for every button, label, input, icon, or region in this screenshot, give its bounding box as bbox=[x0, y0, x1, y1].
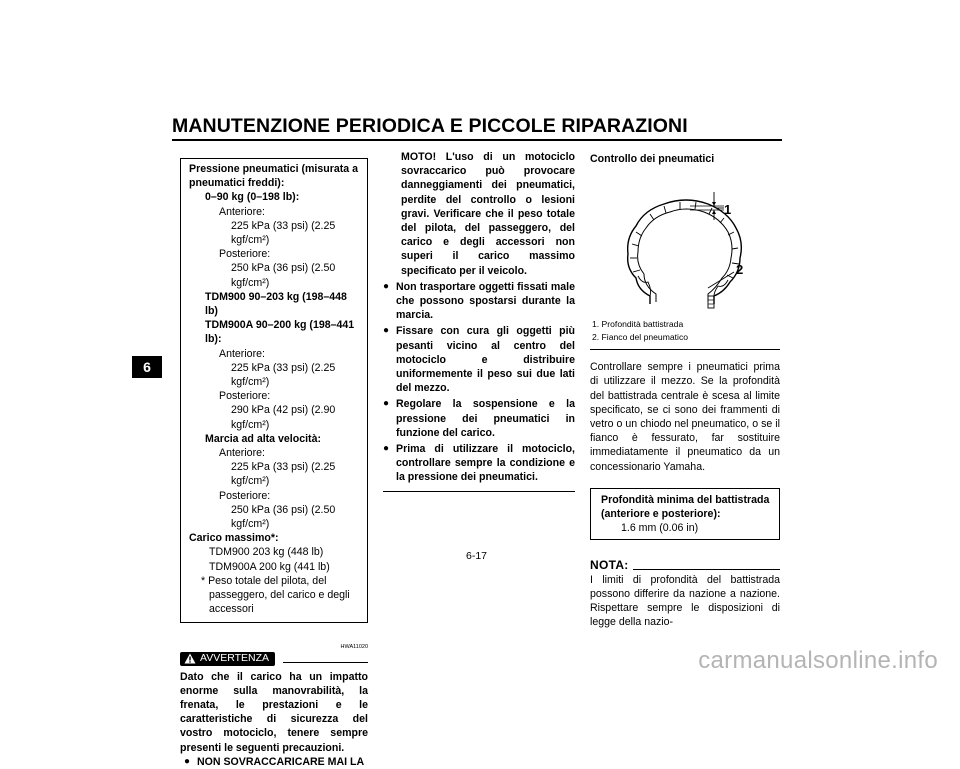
rear-label: Posteriore: bbox=[219, 390, 271, 403]
page-header bbox=[172, 115, 782, 141]
caption-1: 1. Profondità battistrada bbox=[592, 319, 684, 330]
note-text: I limiti di profondità del battistrada possono differire da nazione a nazione. Rispettare sempre le disposizioni di legge della nazio- bbox=[590, 573, 780, 629]
bullet-dot-icon: ● bbox=[383, 443, 390, 455]
min-tread-title: Profondità minima del battistrada (anteriore e posteriore): bbox=[601, 493, 770, 521]
note-rule bbox=[633, 569, 780, 570]
warning-bullet-4 bbox=[383, 397, 575, 440]
rear-label: Posteriore: bbox=[219, 489, 271, 502]
range2-front-value: 225 kPa (33 psi) (2.25 kgf/cm²) bbox=[231, 361, 336, 389]
bullet-2-text: Non trasportare oggetti fissati male che possono spostarsi durante la marcia. bbox=[396, 280, 575, 322]
page-title: MANUTENZIONE PERIODICA E PICCOLE RIPARAZIONI bbox=[172, 115, 688, 137]
rear-label: Posteriore: bbox=[219, 248, 271, 261]
column-left bbox=[180, 158, 368, 769]
column-middle bbox=[383, 150, 575, 492]
range1-label: 0–90 kg (0–198 lb): bbox=[205, 191, 300, 204]
range1-rear-value: 250 kPa (36 psi) (2.50 kgf/cm²) bbox=[231, 262, 336, 289]
caption-2: 2. Fianco del pneumatico bbox=[592, 332, 689, 343]
pressure-spec-box bbox=[180, 158, 368, 623]
warning-triangle-icon bbox=[184, 653, 196, 664]
tire-check-title: Controllo dei pneumatici bbox=[590, 153, 715, 165]
warning-bullet-5 bbox=[383, 442, 575, 485]
callout-2: 2 bbox=[736, 262, 744, 278]
warning-bullet-2 bbox=[383, 280, 575, 323]
range2-rear-value: 290 kPa (42 psi) (2.90 kgf/cm²) bbox=[231, 404, 336, 431]
warning-rule bbox=[283, 662, 368, 663]
high-speed-label: Marcia ad alta velocità: bbox=[205, 432, 321, 445]
page-number: 6-17 bbox=[466, 550, 488, 562]
min-tread-box bbox=[590, 488, 780, 541]
front-label: Anteriore: bbox=[219, 205, 265, 218]
bullet-1-text: NON SOVRACCARICARE MAI LA bbox=[197, 755, 365, 768]
front-label: Anteriore: bbox=[219, 447, 265, 460]
tire-figure bbox=[590, 172, 780, 316]
warning-bullet-3 bbox=[383, 324, 575, 395]
tire-check-body: Controllare sempre i pneumatici prima di utilizzare il mezzo. Se la profondità del battistrada centrale è scesa al limite specificato, se ci sono dei frammenti di vetro o un chiodo nel pneumatico, o se il fianco è fessurato, far sostituire immediatamente il pneumatico da un concessionario Yamaha. bbox=[590, 361, 780, 473]
warning-block bbox=[180, 643, 368, 769]
range2b-label: TDM900A 90–200 kg (198–441 lb): bbox=[205, 319, 355, 346]
bullet-dot-icon: ● bbox=[383, 280, 390, 292]
range1-front-value: 225 kPa (33 psi) (2.25 kgf/cm²) bbox=[231, 219, 336, 247]
warning-label: AVVERTENZA bbox=[200, 652, 270, 665]
bullet-1-continuation: MOTO! L'uso di un motociclo sovraccarico può provocare danneggiamenti dei pneumatici, perdite del controllo o lesioni gravi. Verificare che il peso totale del pilota, del passeggero, del carico e degli accessori non superi il carico massimo specificato per il veicolo. bbox=[401, 151, 575, 277]
warning-code: HWA11020 bbox=[340, 643, 368, 650]
tire-cross-section-icon bbox=[590, 172, 780, 316]
callout-1: 1 bbox=[724, 202, 732, 218]
warning-badge bbox=[180, 652, 275, 666]
warning-bullet-1 bbox=[180, 755, 368, 769]
warning-intro: Dato che il carico ha un impatto enorme sulla manovrabilità, la frenata, le prestazioni e le caratteristiche di sicurezza del vostro motociclo, tenere sempre presenti le seguenti precauzioni. bbox=[180, 670, 368, 754]
note-header bbox=[590, 558, 780, 572]
pressure-title: Pressione pneumatici (misurata a pneumatici freddi): bbox=[189, 163, 358, 190]
range2a-label: TDM900 90–203 kg (198–448 lb) bbox=[205, 290, 347, 318]
bullet-dot-icon: ● bbox=[383, 398, 390, 410]
header-rule bbox=[172, 139, 782, 141]
bullet-4-text: Regolare la sospensione e la pressione dei pneumatici in funzione del carico. bbox=[396, 398, 575, 439]
chapter-tab: 6 bbox=[132, 356, 162, 378]
min-tread-value: 1.6 mm (0.06 in) bbox=[621, 522, 699, 535]
bullet-dot-icon: ● bbox=[383, 325, 390, 337]
max-load-tdm900a: TDM900A 200 kg (441 lb) bbox=[209, 560, 330, 573]
figure-rule bbox=[590, 349, 780, 350]
high-speed-rear-value: 250 kPa (36 psi) (2.50 kgf/cm²) bbox=[231, 503, 336, 531]
front-label: Anteriore: bbox=[219, 347, 265, 360]
bullet-dot-icon: ● bbox=[184, 755, 191, 767]
max-load-label: Carico massimo*: bbox=[189, 532, 279, 545]
column-right bbox=[590, 150, 780, 629]
bullet-5-text: Prima di utilizzare il motociclo, controllare sempre la condizione e la pressione dei pneumatici. bbox=[396, 443, 575, 484]
watermark: carmanualsonline.info bbox=[698, 647, 938, 674]
max-load-footnote: * Peso totale del pilota, del passeggero, del carico e degli accessori bbox=[201, 574, 350, 616]
warning-end-rule bbox=[383, 491, 575, 492]
figure-captions bbox=[590, 318, 780, 344]
note-label: NOTA: bbox=[590, 558, 629, 573]
max-load-tdm900: TDM900 203 kg (448 lb) bbox=[209, 546, 324, 559]
bullet-3-text: Fissare con cura gli oggetti più pesanti vicino al centro del motociclo e distribuire uniformemente il peso sui due lati del mezzo. bbox=[396, 325, 575, 395]
high-speed-front-value: 225 kPa (33 psi) (2.25 kgf/cm²) bbox=[231, 461, 336, 488]
